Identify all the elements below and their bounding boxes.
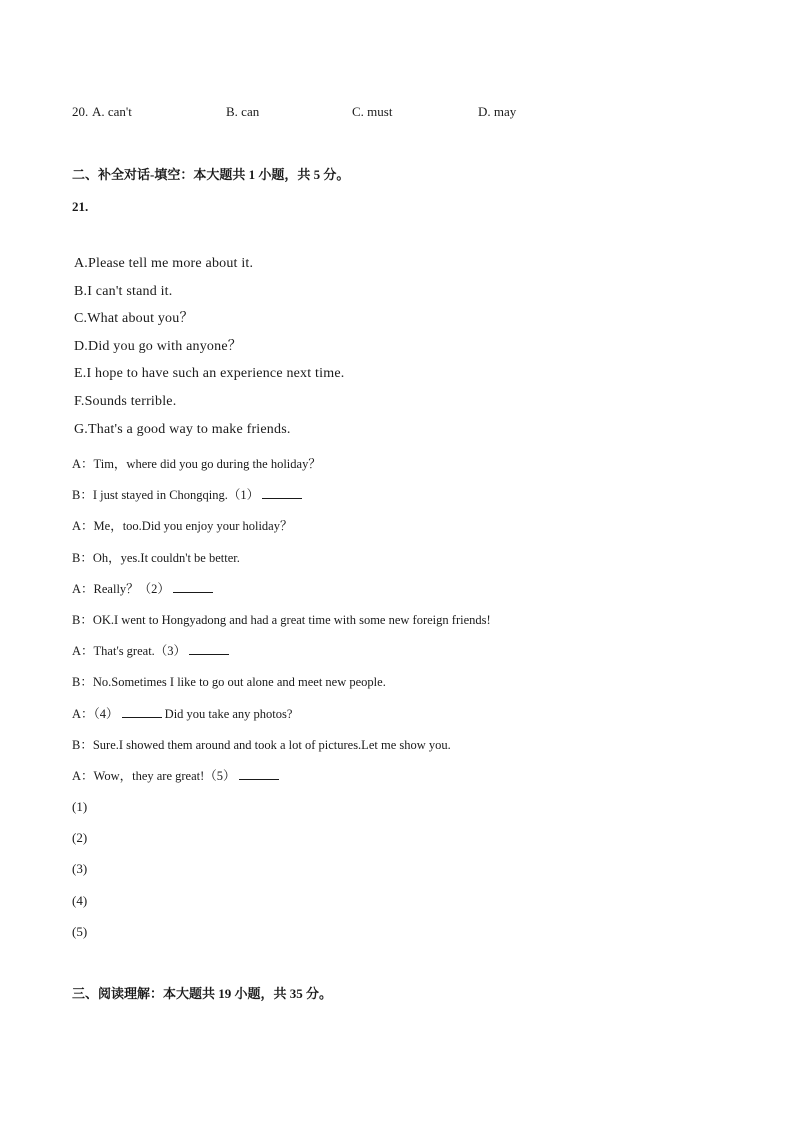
speaker: A： — [72, 519, 94, 533]
dialog-option-b: B.I can't stand it. — [74, 284, 173, 299]
dialog-option-e: E.I hope to have such an experience next time. — [74, 366, 345, 381]
speaker: A： — [72, 707, 94, 721]
dialog-text: Really？（2） — [93, 582, 170, 596]
dialog-option-d: D.Did you go with anyone？ — [74, 339, 242, 354]
dialog-line-4 — [72, 550, 240, 566]
section-2-heading — [72, 167, 349, 183]
dialog-line-5 — [72, 581, 213, 597]
speaker: A： — [72, 457, 94, 471]
section-3-suffix: 分。 — [306, 986, 333, 1001]
dialog-text: Wow，they are great!（5） — [93, 769, 236, 783]
question-21-number: 21. — [72, 199, 89, 214]
section-2-suffix: 分。 — [323, 167, 350, 182]
dialog-line-9 — [72, 706, 292, 722]
dialog-line-8 — [72, 674, 386, 690]
dialog-text: That's great.（3） — [93, 644, 187, 658]
section-2-count: 1 — [248, 167, 256, 182]
dialog-option-f: F.Sounds terrible. — [74, 394, 177, 409]
speaker: B： — [72, 738, 93, 752]
speaker: B： — [72, 551, 93, 565]
section-3-prefix: 三、阅读理解：本大题共 — [72, 986, 216, 1001]
answer-3[interactable]: (3) — [72, 861, 88, 876]
question-20-number: 20. — [72, 104, 89, 119]
answer-blank-1[interactable] — [262, 487, 302, 499]
section-2-score: 5 — [313, 167, 321, 182]
answer-2[interactable]: (2) — [72, 830, 88, 845]
section-3-score: 35 — [289, 986, 303, 1001]
section-3-count: 19 — [218, 986, 232, 1001]
dialog-line-3 — [72, 518, 292, 534]
option-d: D. may — [478, 104, 517, 119]
speaker: A： — [72, 644, 94, 658]
section-2-unit: 小题，共 — [258, 167, 311, 182]
option-a: A. can't — [92, 104, 132, 119]
section-3-unit: 小题，共 — [234, 986, 287, 1001]
speaker: A： — [72, 769, 94, 783]
dialog-line-6 — [72, 612, 491, 628]
dialog-text: （4） — [93, 707, 119, 721]
dialog-option-a: A.Please tell me more about it. — [74, 256, 254, 271]
dialog-line-1 — [72, 456, 321, 472]
answer-4[interactable]: (4) — [72, 893, 88, 908]
dialog-option-g: G.That's a good way to make friends. — [74, 422, 291, 437]
dialog-text: Sure.I showed them around and took a lot of pictures.Let me show you. — [92, 738, 451, 752]
speaker: B： — [72, 613, 93, 627]
section-2-prefix: 二、补全对话-填空：本大题共 — [72, 167, 246, 182]
dialog-text: Tim，where did you go during the holiday？ — [93, 457, 321, 471]
speaker: B： — [72, 488, 93, 502]
answer-blank-3[interactable] — [189, 643, 229, 655]
speaker: B： — [72, 675, 93, 689]
dialog-text: Oh，yes.It couldn't be better. — [92, 551, 240, 565]
option-b: B. can — [226, 104, 260, 119]
answer-blank-2[interactable] — [173, 581, 213, 593]
answer-1[interactable]: (1) — [72, 799, 88, 814]
dialog-line-2 — [72, 487, 302, 503]
dialog-line-10 — [72, 737, 451, 753]
dialog-text: No.Sometimes I like to go out alone and meet new people. — [92, 675, 386, 689]
dialog-option-c: C.What about you？ — [74, 311, 194, 326]
answer-blank-4[interactable] — [122, 706, 162, 718]
dialog-text-after: Did you take any photos? — [161, 707, 293, 721]
dialog-line-11 — [72, 768, 279, 784]
speaker: A： — [72, 582, 94, 596]
dialog-text: I just stayed in Chongqing.（1） — [92, 488, 260, 502]
section-3-heading — [72, 986, 332, 1002]
answer-5[interactable]: (5) — [72, 924, 88, 939]
option-c: C. must — [352, 104, 393, 119]
dialog-text: Me，too.Did you enjoy your holiday？ — [93, 519, 293, 533]
dialog-text: OK.I went to Hongyadong and had a great time with some new foreign friends! — [92, 613, 491, 627]
answer-blank-5[interactable] — [239, 768, 279, 780]
dialog-line-7 — [72, 643, 229, 659]
